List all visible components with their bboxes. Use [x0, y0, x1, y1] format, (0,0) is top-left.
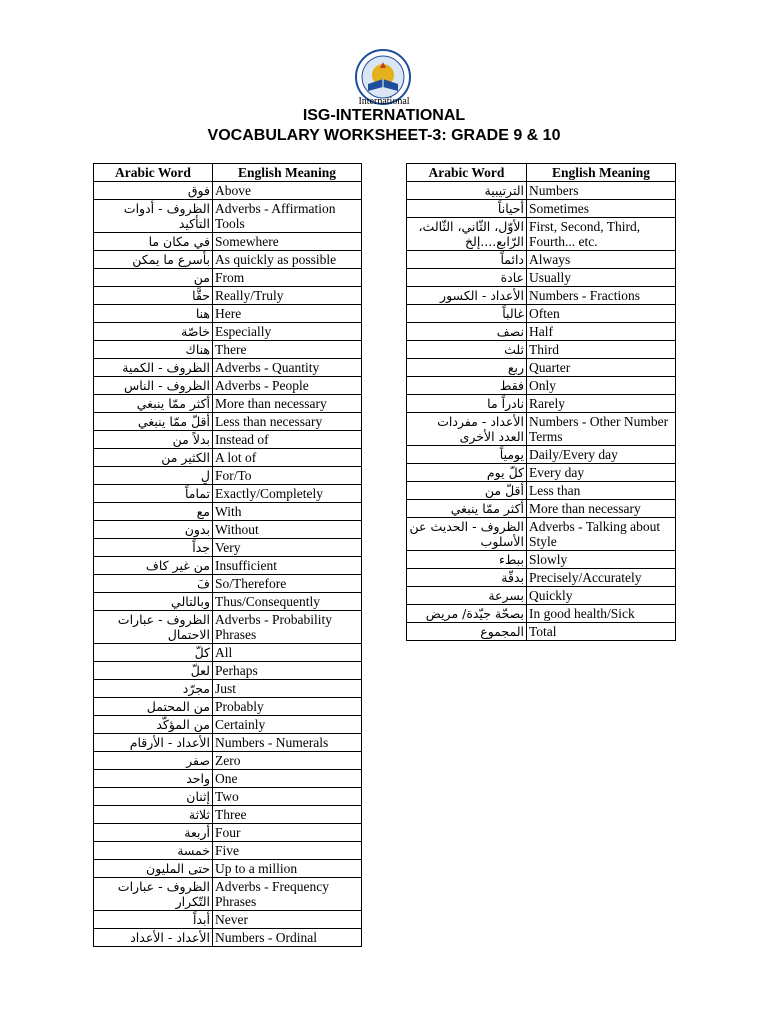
table-row: [94, 287, 362, 305]
english-meaning-cell: Probably: [213, 698, 362, 716]
table-row: [94, 395, 362, 413]
table-row: [407, 482, 676, 500]
column-header-english: English Meaning: [213, 164, 362, 182]
english-meaning-cell: Adverbs - Quantity: [213, 359, 362, 377]
arabic-word-cell: الظروف - عبارات الاحتمال: [94, 611, 213, 644]
arabic-word-cell: من غير كاف: [94, 557, 213, 575]
table-row: [94, 824, 362, 842]
english-meaning-cell: Adverbs - Affirmation Tools: [213, 200, 362, 233]
table-row: [94, 233, 362, 251]
english-meaning-cell: Slowly: [527, 551, 676, 569]
english-meaning-cell: Only: [527, 377, 676, 395]
english-meaning-cell: Quarter: [527, 359, 676, 377]
table-row: [94, 806, 362, 824]
arabic-word-cell: المجموع: [407, 623, 527, 641]
table-row: [407, 623, 676, 641]
vocabulary-table-left: [93, 163, 362, 947]
arabic-word-cell: جداً: [94, 539, 213, 557]
english-meaning-cell: Sometimes: [527, 200, 676, 218]
english-meaning-cell: Total: [527, 623, 676, 641]
english-meaning-cell: Adverbs - Talking about Style: [527, 518, 676, 551]
english-meaning-cell: Numbers - Fractions: [527, 287, 676, 305]
arabic-word-cell: بأسرع ما يمكن: [94, 251, 213, 269]
arabic-word-cell: هنا: [94, 305, 213, 323]
english-meaning-cell: Less than necessary: [213, 413, 362, 431]
table-row: [94, 485, 362, 503]
english-meaning-cell: Quickly: [527, 587, 676, 605]
english-meaning-cell: For/To: [213, 467, 362, 485]
arabic-word-cell: وبالتالي: [94, 593, 213, 611]
table-row: [407, 377, 676, 395]
english-meaning-cell: Adverbs - Frequency Phrases: [213, 878, 362, 911]
table-row: [94, 431, 362, 449]
table-row: [94, 305, 362, 323]
arabic-word-cell: بدلاً من: [94, 431, 213, 449]
arabic-word-cell: دائماً: [407, 251, 527, 269]
english-meaning-cell: Thus/Consequently: [213, 593, 362, 611]
table-row: [94, 359, 362, 377]
english-meaning-cell: Adverbs - People: [213, 377, 362, 395]
english-meaning-cell: More than necessary: [213, 395, 362, 413]
english-meaning-cell: Really/Truly: [213, 287, 362, 305]
english-meaning-cell: A lot of: [213, 449, 362, 467]
table-row: [94, 860, 362, 878]
english-meaning-cell: Exactly/Completely: [213, 485, 362, 503]
arabic-word-cell: أقلّ ممّا ينبغي: [94, 413, 213, 431]
arabic-word-cell: فقط: [407, 377, 527, 395]
english-meaning-cell: Numbers: [527, 182, 676, 200]
table-row: [94, 593, 362, 611]
table-row: [407, 395, 676, 413]
column-header-arabic: Arabic Word: [94, 164, 213, 182]
table-row: [94, 644, 362, 662]
arabic-word-cell: خاصّة: [94, 323, 213, 341]
table-row: [94, 788, 362, 806]
arabic-word-cell: كلّ: [94, 644, 213, 662]
column-header-english: English Meaning: [527, 164, 676, 182]
arabic-word-cell: بسرعة: [407, 587, 527, 605]
english-meaning-cell: From: [213, 269, 362, 287]
table-row: [94, 341, 362, 359]
english-meaning-cell: Insufficient: [213, 557, 362, 575]
table-row: [407, 269, 676, 287]
table-row: [94, 503, 362, 521]
arabic-word-cell: من المحتمل: [94, 698, 213, 716]
table-row: [94, 680, 362, 698]
table-row: [94, 323, 362, 341]
english-meaning-cell: Numbers - Numerals: [213, 734, 362, 752]
table-row: [407, 446, 676, 464]
arabic-word-cell: مع: [94, 503, 213, 521]
table-row: [94, 878, 362, 911]
english-meaning-cell: Certainly: [213, 716, 362, 734]
english-meaning-cell: So/Therefore: [213, 575, 362, 593]
arabic-word-cell: مجرّد: [94, 680, 213, 698]
english-meaning-cell: Especially: [213, 323, 362, 341]
english-meaning-cell: Somewhere: [213, 233, 362, 251]
table-row: [94, 770, 362, 788]
table-row: [407, 413, 676, 446]
english-meaning-cell: Numbers - Other Number Terms: [527, 413, 676, 446]
table-row: [407, 305, 676, 323]
table-row: [94, 611, 362, 644]
english-meaning-cell: Less than: [527, 482, 676, 500]
english-meaning-cell: Up to a million: [213, 860, 362, 878]
arabic-word-cell: غالباً: [407, 305, 527, 323]
english-meaning-cell: Always: [527, 251, 676, 269]
arabic-word-cell: الأعداد - الأرقام: [94, 734, 213, 752]
english-meaning-cell: Instead of: [213, 431, 362, 449]
arabic-word-cell: من: [94, 269, 213, 287]
english-meaning-cell: Half: [527, 323, 676, 341]
arabic-word-cell: أبداً: [94, 911, 213, 929]
english-meaning-cell: Very: [213, 539, 362, 557]
table-row: [94, 449, 362, 467]
table-row: [407, 218, 676, 251]
table-row: [407, 587, 676, 605]
english-meaning-cell: All: [213, 644, 362, 662]
table-row: [407, 200, 676, 218]
table-row: [94, 557, 362, 575]
table-row: [94, 734, 362, 752]
arabic-word-cell: فَ: [94, 575, 213, 593]
english-meaning-cell: Three: [213, 806, 362, 824]
english-meaning-cell: One: [213, 770, 362, 788]
english-meaning-cell: Perhaps: [213, 662, 362, 680]
arabic-word-cell: ببطء: [407, 551, 527, 569]
table-row: [94, 182, 362, 200]
arabic-word-cell: الأعداد - الكسور: [407, 287, 527, 305]
table-header-row: [94, 164, 362, 182]
english-meaning-cell: Often: [527, 305, 676, 323]
table-row: [407, 251, 676, 269]
worksheet-title: VOCABULARY WORKSHEET-3: GRADE 9 & 10: [207, 127, 561, 144]
arabic-word-cell: أكثر ممّا ينبغي: [94, 395, 213, 413]
table-row: [407, 341, 676, 359]
arabic-word-cell: عادة: [407, 269, 527, 287]
table-row: [407, 323, 676, 341]
english-meaning-cell: Just: [213, 680, 362, 698]
table-row: [407, 287, 676, 305]
school-title: ISG-INTERNATIONAL: [302, 107, 466, 124]
table-row: [94, 200, 362, 233]
table-header-row: [407, 164, 676, 182]
arabic-word-cell: هناك: [94, 341, 213, 359]
arabic-word-cell: الأوّل، الثّاني، الثّالث، الرّابع....إلخ: [407, 218, 527, 251]
table-row: [94, 413, 362, 431]
english-meaning-cell: Five: [213, 842, 362, 860]
english-meaning-cell: Without: [213, 521, 362, 539]
table-row: [94, 269, 362, 287]
arabic-word-cell: أربعة: [94, 824, 213, 842]
vocabulary-table-right: [406, 163, 676, 641]
table-row: [94, 575, 362, 593]
english-meaning-cell: Third: [527, 341, 676, 359]
english-meaning-cell: With: [213, 503, 362, 521]
arabic-word-cell: الظروف - عبارات التّكرار: [94, 878, 213, 911]
vocabulary-rows-right: [407, 182, 676, 641]
arabic-word-cell: الأعداد - مفردات العدد الأخرى: [407, 413, 527, 446]
table-row: [407, 182, 676, 200]
english-meaning-cell: More than necessary: [527, 500, 676, 518]
english-meaning-cell: Every day: [527, 464, 676, 482]
arabic-word-cell: الكثير من: [94, 449, 213, 467]
table-row: [94, 752, 362, 770]
table-row: [407, 605, 676, 623]
english-meaning-cell: There: [213, 341, 362, 359]
arabic-word-cell: الترتيبية: [407, 182, 527, 200]
table-row: [407, 569, 676, 587]
arabic-word-cell: واحد: [94, 770, 213, 788]
arabic-word-cell: نادراً ما: [407, 395, 527, 413]
arabic-word-cell: ثلاثة: [94, 806, 213, 824]
arabic-word-cell: بدون: [94, 521, 213, 539]
english-meaning-cell: Here: [213, 305, 362, 323]
table-row: [94, 911, 362, 929]
english-meaning-cell: Daily/Every day: [527, 446, 676, 464]
arabic-word-cell: أكثر ممّا ينبغي: [407, 500, 527, 518]
english-meaning-cell: Above: [213, 182, 362, 200]
table-row: [94, 929, 362, 947]
vocabulary-rows-left: [94, 182, 362, 947]
table-row: [94, 377, 362, 395]
arabic-word-cell: الظروف - الناس: [94, 377, 213, 395]
arabic-word-cell: الظروف - الحديث عن الأسلوب: [407, 518, 527, 551]
english-meaning-cell: As quickly as possible: [213, 251, 362, 269]
arabic-word-cell: الظروف - الكمية: [94, 359, 213, 377]
english-meaning-cell: Zero: [213, 752, 362, 770]
english-meaning-cell: First, Second, Third, Fourth... etc.: [527, 218, 676, 251]
arabic-word-cell: بدقّة: [407, 569, 527, 587]
arabic-word-cell: من المؤكّد: [94, 716, 213, 734]
arabic-word-cell: كلّ يوم: [407, 464, 527, 482]
english-meaning-cell: In good health/Sick: [527, 605, 676, 623]
arabic-word-cell: صفر: [94, 752, 213, 770]
english-meaning-cell: Rarely: [527, 395, 676, 413]
arabic-word-cell: أقلّ من: [407, 482, 527, 500]
arabic-word-cell: بصحّة جيّدة/ مريض: [407, 605, 527, 623]
table-row: [407, 551, 676, 569]
table-row: [94, 521, 362, 539]
table-row: [94, 251, 362, 269]
table-row: [407, 359, 676, 377]
arabic-word-cell: حتى المليون: [94, 860, 213, 878]
table-row: [94, 467, 362, 485]
table-row: [94, 698, 362, 716]
table-row: [407, 464, 676, 482]
arabic-word-cell: يومياً: [407, 446, 527, 464]
english-meaning-cell: Numbers - Ordinal: [213, 929, 362, 947]
arabic-word-cell: ثلث: [407, 341, 527, 359]
arabic-word-cell: في مكان ما: [94, 233, 213, 251]
english-meaning-cell: Adverbs - Probability Phrases: [213, 611, 362, 644]
arabic-word-cell: تماماً: [94, 485, 213, 503]
arabic-word-cell: أحياناً: [407, 200, 527, 218]
english-meaning-cell: Four: [213, 824, 362, 842]
arabic-word-cell: خمسة: [94, 842, 213, 860]
arabic-word-cell: نصف: [407, 323, 527, 341]
arabic-word-cell: حقًّا: [94, 287, 213, 305]
english-meaning-cell: Two: [213, 788, 362, 806]
arabic-word-cell: لعلّ: [94, 662, 213, 680]
english-meaning-cell: Never: [213, 911, 362, 929]
column-header-arabic: Arabic Word: [407, 164, 527, 182]
arabic-word-cell: الأعداد - الأعداد: [94, 929, 213, 947]
table-row: [94, 842, 362, 860]
arabic-word-cell: لِ: [94, 467, 213, 485]
table-row: [94, 716, 362, 734]
arabic-word-cell: فوق: [94, 182, 213, 200]
arabic-word-cell: ربع: [407, 359, 527, 377]
table-row: [407, 518, 676, 551]
english-meaning-cell: Usually: [527, 269, 676, 287]
table-row: [407, 500, 676, 518]
logo-caption: International: [358, 96, 410, 107]
table-row: [94, 539, 362, 557]
arabic-word-cell: إثنان: [94, 788, 213, 806]
english-meaning-cell: Precisely/Accurately: [527, 569, 676, 587]
arabic-word-cell: الظروف - أدوات التأكيد: [94, 200, 213, 233]
table-row: [94, 662, 362, 680]
